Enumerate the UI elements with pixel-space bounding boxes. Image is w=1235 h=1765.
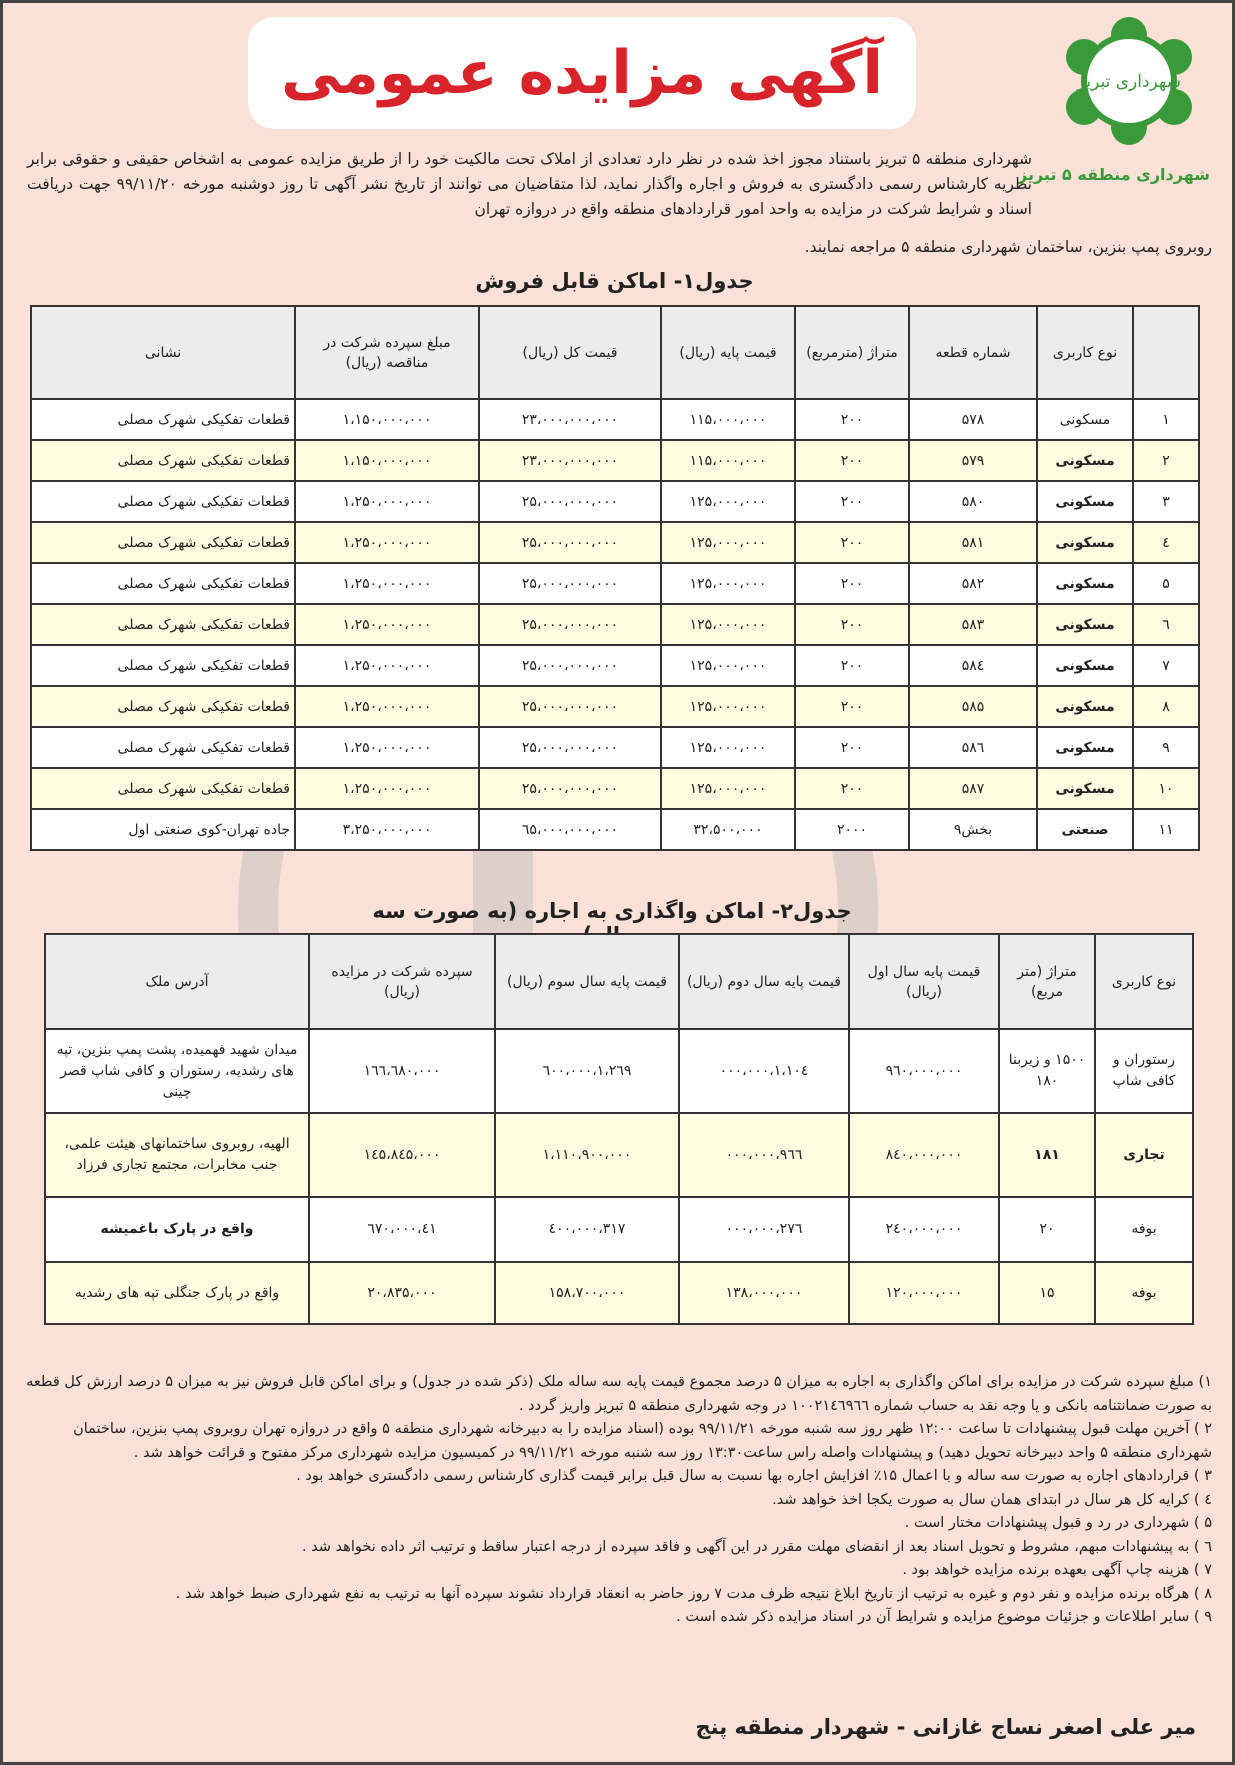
table-cell: ۵۸۷ (909, 768, 1037, 809)
table-cell: ٤۱،٦۷۰،۰۰۰ (309, 1197, 495, 1262)
table-cell: ۵۸٤ (909, 645, 1037, 686)
intro-paragraph-end: روبروی پمپ بنزین، ساختمان شهرداری منطقه ۵ مراجعه نمایند. (804, 238, 1212, 256)
table-cell: ۲۰۰ (795, 522, 909, 563)
table-row (31, 645, 1199, 686)
table-row (31, 809, 1199, 850)
tabriz-municipality-logo-icon (1054, 17, 1204, 145)
table-cell: واقع در پارک باغمیشه (45, 1197, 309, 1262)
conditions-list (22, 1371, 1212, 1630)
table-cell: ۹٦۰،۰۰۰،۰۰۰ (849, 1029, 999, 1113)
table-row (45, 1197, 1193, 1262)
table-cell: واقع در پارک جنگلی تپه های رشدیه (45, 1262, 309, 1324)
table-cell: ۱۵۰۰ و زیربنا ۱۸۰ (999, 1029, 1095, 1113)
table-cell: الهیه، روبروی ساختمانهای هیئت علمی، جنب مخابرات، مجتمع تجاری فرزاد (45, 1113, 309, 1197)
table-cell: ۲۰۰ (795, 604, 909, 645)
table-cell: ۱٦٦،٦۸۰،۰۰۰ (309, 1029, 495, 1113)
table-cell: بوفه (1095, 1197, 1193, 1262)
table-cell: ۵۷۸ (909, 399, 1037, 440)
table-cell: مسکونی (1037, 522, 1133, 563)
table-cell: ۳ (1133, 481, 1199, 522)
table-cell: قطعات تفکیکی شهرک مصلی (31, 604, 295, 645)
table-cell: مسکونی (1037, 399, 1133, 440)
table-cell: ۱۵ (999, 1262, 1095, 1324)
table-cell: ۱،۱۵۰،۰۰۰،۰۰۰ (295, 399, 479, 440)
condition-item: ۸ ) هرگاه برنده مزایده و نفر دوم و غیره به ترتیب از تاریخ ابلاغ نتیجه ظرف مدت ۷ روز حاضر به انعقاد قرارداد نشوند سپرده آنها به ترتیب به نفع شهرداری ضبط خواهد شد . (175, 1585, 1212, 1602)
table-cell: تجاری (1095, 1113, 1193, 1197)
table-cell: ۲۰،۸۳۵،۰۰۰ (309, 1262, 495, 1324)
table-cell: ۵۸۳ (909, 604, 1037, 645)
table-cell: ۵۸۵ (909, 686, 1037, 727)
table-cell: ۱،۲۵۰،۰۰۰،۰۰۰ (295, 563, 479, 604)
logo-caption: شهرداری منطقه ۵ تبریز (1018, 165, 1210, 184)
table-cell: ۲۵،۰۰۰،۰۰۰،۰۰۰ (479, 563, 661, 604)
table-cell: ۵ (1133, 563, 1199, 604)
table-row (31, 399, 1199, 440)
table-cell: ۲۰۰ (795, 727, 909, 768)
condition-item: ۱) مبلغ سپرده شرکت در مزایده برای اماکن واگذاری به اجاره به میزان ۵ درصد مجموع قیمت پایه سه ساله ملک (ذکر شده در جدول) و برای اماکن قابل فروش نیز به میزان ۵ درصد ارزش کل قطعه به صورت ضمانتنامه بانکی و یا وجه نقد به حساب شماره ۱۰۰۲۱٤٦۹٦٦ در وجه شهرداری منطقه ۵ تبریز واریز گردد . (26, 1374, 1212, 1414)
table-cell: ۱۸۱ (999, 1113, 1095, 1197)
table1-header: متراژ (مترمربع) (795, 306, 909, 399)
table-cell: ۱۰ (1133, 768, 1199, 809)
table-row (45, 1113, 1193, 1197)
table-cell: ۱۲۵،۰۰۰،۰۰۰ (661, 645, 795, 686)
table2-header: قیمت پایه سال دوم (ریال) (679, 934, 849, 1029)
table-cell: ۲۰ (999, 1197, 1095, 1262)
table-row (31, 522, 1199, 563)
table-row (31, 727, 1199, 768)
table-cell: ۲۵،۰۰۰،۰۰۰،۰۰۰ (479, 645, 661, 686)
table-cell: ۷ (1133, 645, 1199, 686)
table-cell: ۱ (1133, 399, 1199, 440)
table-cell: ۱۲۵،۰۰۰،۰۰۰ (661, 604, 795, 645)
table-cell: ۲۵،۰۰۰،۰۰۰،۰۰۰ (479, 768, 661, 809)
table-cell: ۱،۲۵۰،۰۰۰،۰۰۰ (295, 686, 479, 727)
table-cell: مسکونی (1037, 481, 1133, 522)
table-cell: ۵۸٦ (909, 727, 1037, 768)
table-cell: ۸ (1133, 686, 1199, 727)
table-cell: ۱۲۵،۰۰۰،۰۰۰ (661, 481, 795, 522)
table-cell: رستوران و کافی شاپ (1095, 1029, 1193, 1113)
table-cell: قطعات تفکیکی شهرک مصلی (31, 768, 295, 809)
table-cell: ۱،۲۵۰،۰۰۰،۰۰۰ (295, 645, 479, 686)
table-cell: مسکونی (1037, 645, 1133, 686)
condition-item: ٦ ) به پیشنهادات مبهم، مشروط و تحویل اسناد بعد از انقضای مهلت مقرر در این آگهی و فاقد سپرده از درجه اعتبار ساقط و ترتیب اثر داده نخواهد شد . (301, 1538, 1212, 1555)
table1-caption: جدول۱- اماکن قابل فروش (475, 269, 754, 293)
table-cell: میدان شهید فهمیده، پشت پمپ بنزین، تپه های رشدیه، رستوران و کافی شاپ قصر چینی (45, 1029, 309, 1113)
table-cell: ۱،۲۵۰،۰۰۰،۰۰۰ (295, 522, 479, 563)
table-cell: ۱۲۵،۰۰۰،۰۰۰ (661, 686, 795, 727)
table-cell: ۲۵،۰۰۰،۰۰۰،۰۰۰ (479, 686, 661, 727)
table-cell: قطعات تفکیکی شهرک مصلی (31, 481, 295, 522)
table-cell: قطعات تفکیکی شهرک مصلی (31, 727, 295, 768)
table-cell: ۳۱۷،٤۰۰،۰۰۰ (495, 1197, 679, 1262)
table-cell: ۱،۲۵۰،۰۰۰،۰۰۰ (295, 604, 479, 645)
condition-item: ۹ ) سایر اطلاعات و جزئیات موضوع مزایده و شرایط آن در اسناد مزایده ذکر شده است . (676, 1609, 1212, 1625)
table-cell: مسکونی (1037, 563, 1133, 604)
table1-header: قیمت پایه (ریال) (661, 306, 795, 399)
table-cell: ۱۲۵،۰۰۰،۰۰۰ (661, 563, 795, 604)
table-cell: ۲۳،۰۰۰،۰۰۰،۰۰۰ (479, 399, 661, 440)
table-cell: ۱۱ (1133, 809, 1199, 850)
table1-header: نوع کاربری (1037, 306, 1133, 399)
condition-item: ٤ ) کرایه کل هر سال در ابتدای همان سال به صورت یکجا اخذ خواهد شد. (772, 1491, 1212, 1508)
table-row (31, 481, 1199, 522)
table-cell: ۲۷٦،۰۰۰،۰۰۰ (679, 1197, 849, 1262)
condition-item: ۷ ) هزینه چاپ آگهی بعهده برنده مزایده خواهد بود . (902, 1562, 1212, 1578)
table-cell: مسکونی (1037, 604, 1133, 645)
table1-header: قیمت کل (ریال) (479, 306, 661, 399)
table-row (31, 768, 1199, 809)
table-cell: مسکونی (1037, 768, 1133, 809)
table2-header: قیمت پایه سال اول (ریال) (849, 934, 999, 1029)
table-cell: ۲۰۰ (795, 399, 909, 440)
table-cell: ۲۵،۰۰۰،۰۰۰،۰۰۰ (479, 727, 661, 768)
table-cell: ۱۲۵،۰۰۰،۰۰۰ (661, 768, 795, 809)
table-cell: ۲۰۰ (795, 686, 909, 727)
table-sale-properties (30, 305, 1200, 851)
table-cell: ۳،۲۵۰،۰۰۰،۰۰۰ (295, 809, 479, 850)
table-cell: ۲۵،۰۰۰،۰۰۰،۰۰۰ (479, 481, 661, 522)
table-row (45, 1262, 1193, 1324)
table-lease-properties (44, 933, 1194, 1325)
condition-item: ۵ ) شهرداری در رد و قبول پیشنهادات مختار است . (904, 1515, 1212, 1531)
table-cell: ۱،۱۱۰،۹۰۰،۰۰۰ (495, 1113, 679, 1197)
table-cell: ۲۵،۰۰۰،۰۰۰،۰۰۰ (479, 604, 661, 645)
table1-header: شماره قطعه (909, 306, 1037, 399)
table-cell: بخش۹ (909, 809, 1037, 850)
table2-header: سپرده شرکت در مزایده (ریال) (309, 934, 495, 1029)
table-cell: ۱،۲۵۰،۰۰۰،۰۰۰ (295, 768, 479, 809)
table-cell: ۲۵،۰۰۰،۰۰۰،۰۰۰ (479, 522, 661, 563)
table-cell: ۱۱۵،۰۰۰،۰۰۰ (661, 440, 795, 481)
table-cell: ۱،۲۵۰،۰۰۰،۰۰۰ (295, 481, 479, 522)
table2-header: قیمت پایه سال سوم (ریال) (495, 934, 679, 1029)
table-cell: بوفه (1095, 1262, 1193, 1324)
condition-item: ۳ ) قراردادهای اجاره به صورت سه ساله و با اعمال ۱۵٪ افزایش اجاره بها نسبت به سال قبل برابر قیمت گذاری کارشناس رسمی دادگستری خواهد بود . (296, 1468, 1212, 1484)
table-cell: ۹٦٦،۰۰۰،۰۰۰ (679, 1113, 849, 1197)
table-cell: مسکونی (1037, 686, 1133, 727)
table-row (31, 604, 1199, 645)
table-row (31, 440, 1199, 481)
table-cell: صنعتی (1037, 809, 1133, 850)
intro-paragraph: شهرداری منطقه ۵ تبریز باستناد مجوز اخذ شده در نظر دارد تعدادی از املاک تحت مالکیت خود را از طریق مزایده عمومی به اشخاص حقیقی و حقوقی برابر نظریه کارشناس رسمی دادگستری به فروش و اجاره واگذار نماید، لذا متقاضیان می توانند از تاریخ نشر آگهی تا روز دوشنبه مورخه ۹۹/۱۱/۲۰ جهت دریافت اسناد و شرایط شرکت در مزایده به واحد امور قراردادهای منطقه واقع در دروازه تهران (27, 150, 1032, 218)
table-row (31, 686, 1199, 727)
table-cell: ۲۳،۰۰۰،۰۰۰،۰۰۰ (479, 440, 661, 481)
table2-caption: جدول۲- اماکن واگذاری به اجاره (به صورت سه (372, 899, 852, 923)
table-cell: ۲۰۰ (795, 563, 909, 604)
table-cell: ۳۲،۵۰۰،۰۰۰ (661, 809, 795, 850)
table-row (31, 563, 1199, 604)
table-cell: ۱۵۸،۷۰۰،۰۰۰ (495, 1262, 679, 1324)
table-cell: ۱۱۵،۰۰۰،۰۰۰ (661, 399, 795, 440)
table-cell: قطعات تفکیکی شهرک مصلی (31, 563, 295, 604)
condition-item: ۲ ) آخرین مهلت قبول پیشنهادات تا ساعت ۱۲:۰۰ ظهر روز سه شنبه مورخه ۹۹/۱۱/۲۱ بوده (اسناد مزایده را به دبیرخانه شهرداری منطقه ۵ واقع در دروازه تهران روبروی پمپ بنزین، ساختمان شهرداری منطقه ۵ واحد دبیرخانه تحویل دهید) و پیشنهادات واصله راس ساعت۱۳:۳۰ روز سه شنبه مورخه ۹۹/۱۱/۲۱ در کمیسیون مزایده شهرداری مرکز مفتوح و قرائت خواهد شد . (73, 1421, 1212, 1461)
logo-text: شهرداری تبریز (1076, 72, 1182, 92)
signature: میر علی اصغر نساج غازانی - شهردار منطقه پنج (695, 1715, 1196, 1739)
table-cell: ۱۲۵،۰۰۰،۰۰۰ (661, 727, 795, 768)
table-cell: ۲۰۰۰ (795, 809, 909, 850)
title-banner (248, 17, 916, 129)
table-cell: قطعات تفکیکی شهرک مصلی (31, 440, 295, 481)
table-cell: مسکونی (1037, 727, 1133, 768)
table-cell: ۲۰۰ (795, 768, 909, 809)
table-cell: ۱،۱۵۰،۰۰۰،۰۰۰ (295, 440, 479, 481)
table2-header: آدرس ملک (45, 934, 309, 1029)
table-cell: ۸٤۰،۰۰۰،۰۰۰ (849, 1113, 999, 1197)
table-cell: ۲۰۰ (795, 481, 909, 522)
table-cell: ۲ (1133, 440, 1199, 481)
table2-header: متراژ (متر مربع) (999, 934, 1095, 1029)
table-cell: ۱،۲٦۹،٦۰۰،۰۰۰ (495, 1029, 679, 1113)
page-title: آگهی مزایده عمومی (281, 38, 883, 108)
table-row (45, 1029, 1193, 1113)
table-cell: ۵۸۱ (909, 522, 1037, 563)
table1-header (1133, 306, 1199, 399)
table-cell: ۵۸۰ (909, 481, 1037, 522)
table-cell: ۲۰۰ (795, 440, 909, 481)
table-cell: ٦۵،۰۰۰،۰۰۰،۰۰۰ (479, 809, 661, 850)
table-cell: ۹ (1133, 727, 1199, 768)
table1-header: مبلغ سپرده شرکت در مناقصه (ریال) (295, 306, 479, 399)
table-cell: ٦ (1133, 604, 1199, 645)
table-cell: قطعات تفکیکی شهرک مصلی (31, 522, 295, 563)
table-cell: ۱،۲۵۰،۰۰۰،۰۰۰ (295, 727, 479, 768)
table-cell: ٤ (1133, 522, 1199, 563)
table-cell: قطعات تفکیکی شهرک مصلی (31, 645, 295, 686)
table1-header: نشانی (31, 306, 295, 399)
table-cell: ۵۸۲ (909, 563, 1037, 604)
table2-header: نوع کاربری (1095, 934, 1193, 1029)
table-cell: ۵۷۹ (909, 440, 1037, 481)
table-cell: ۲٤۰،۰۰۰،۰۰۰ (849, 1197, 999, 1262)
table-cell: ۱،۱۰٤،۰۰۰،۰۰۰ (679, 1029, 849, 1113)
table-cell: ۲۰۰ (795, 645, 909, 686)
table-cell: جاده تهران-کوی صنعتی اول (31, 809, 295, 850)
table-cell: ۱۲۵،۰۰۰،۰۰۰ (661, 522, 795, 563)
table-cell: قطعات تفکیکی شهرک مصلی (31, 686, 295, 727)
table-cell: مسکونی (1037, 440, 1133, 481)
table-cell: ۱٤۵،۸٤۵،۰۰۰ (309, 1113, 495, 1197)
table-cell: ۱۳۸،۰۰۰،۰۰۰ (679, 1262, 849, 1324)
table-cell: ۱۲۰،۰۰۰،۰۰۰ (849, 1262, 999, 1324)
table-cell: قطعات تفکیکی شهرک مصلی (31, 399, 295, 440)
